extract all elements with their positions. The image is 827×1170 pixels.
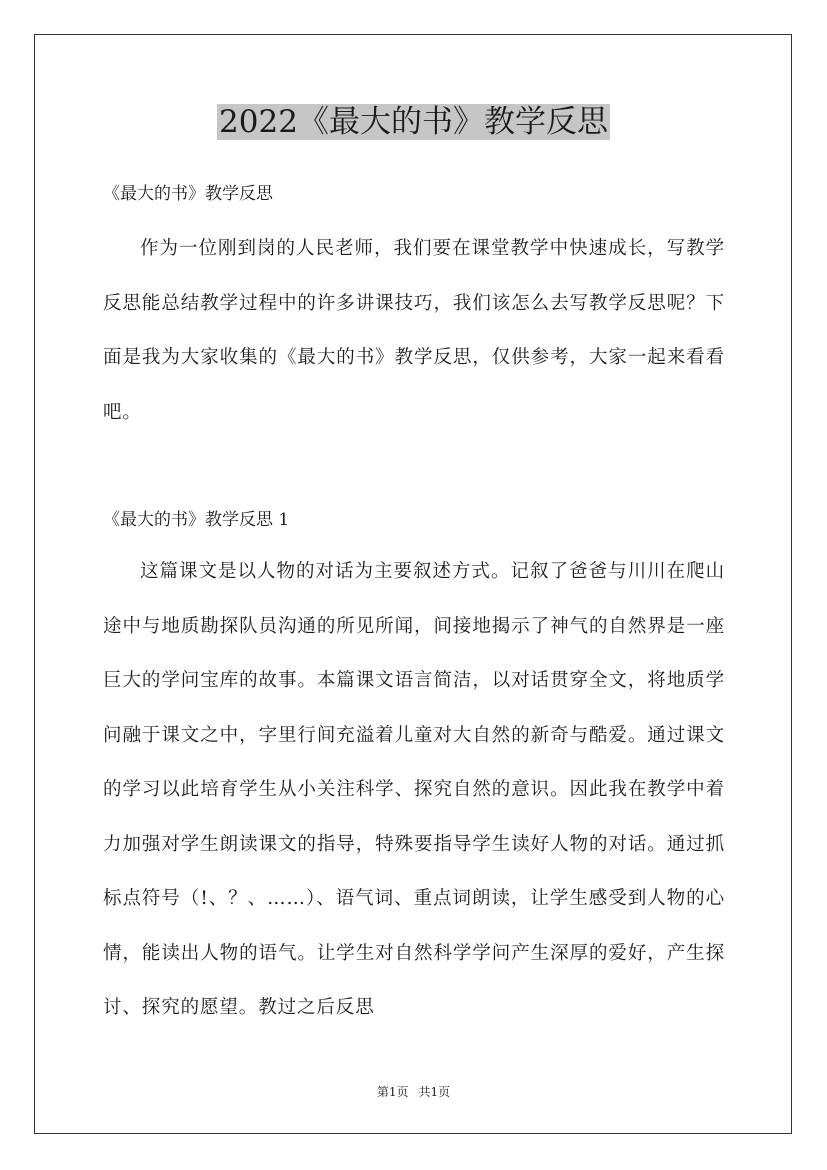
page-footer <box>0 1083 827 1101</box>
document-title-text: 2022《最大的书》教学反思 <box>219 104 608 140</box>
intro-paragraph: 作为一位刚到岗的人民老师，我们要在课堂教学中快速成长，写教学反思能总结教学过程中的许多讲课技巧，我们该怎么去写教学反思呢？下面是我为大家收集的《最大的书》教学反思，仅供参考，大家一起来看看吧。 <box>103 238 725 423</box>
page-total: 共1页 <box>418 1085 451 1099</box>
page-number: 第1页 <box>376 1085 409 1099</box>
intro-heading: 《最大的书》教学反思 <box>103 184 273 204</box>
section-1-heading: 《最大的书》教学反思 1 <box>103 510 290 530</box>
section-1-paragraph: 这篇课文是以人物的对话为主要叙述方式。记叙了爸爸与川川在爬山途中与地质勘探队员沟通的所见所闻，间接地揭示了神气的自然界是一座巨大的学问宝库的故事。本篇课文语言简洁，以对话贯穿全文，将地质学问融于课文之中，字里行间充溢着儿童对大自然的新奇与酷爱。通过课文的学习以此培育学生从小关注科学、探究自然的意识。因此我在教学中着力加强对学生朗读课文的指导，特殊要指导学生读好人物的对话。通过抓标点符号（!、？、……）、语气词、重点词朗读，让学生感受到人物的心情，能读出人物的语气。让学生对自然科学学问产生深厚的爱好，产生探讨、探究的愿望。教过之后反思 <box>103 561 725 1018</box>
document-title <box>0 100 827 144</box>
